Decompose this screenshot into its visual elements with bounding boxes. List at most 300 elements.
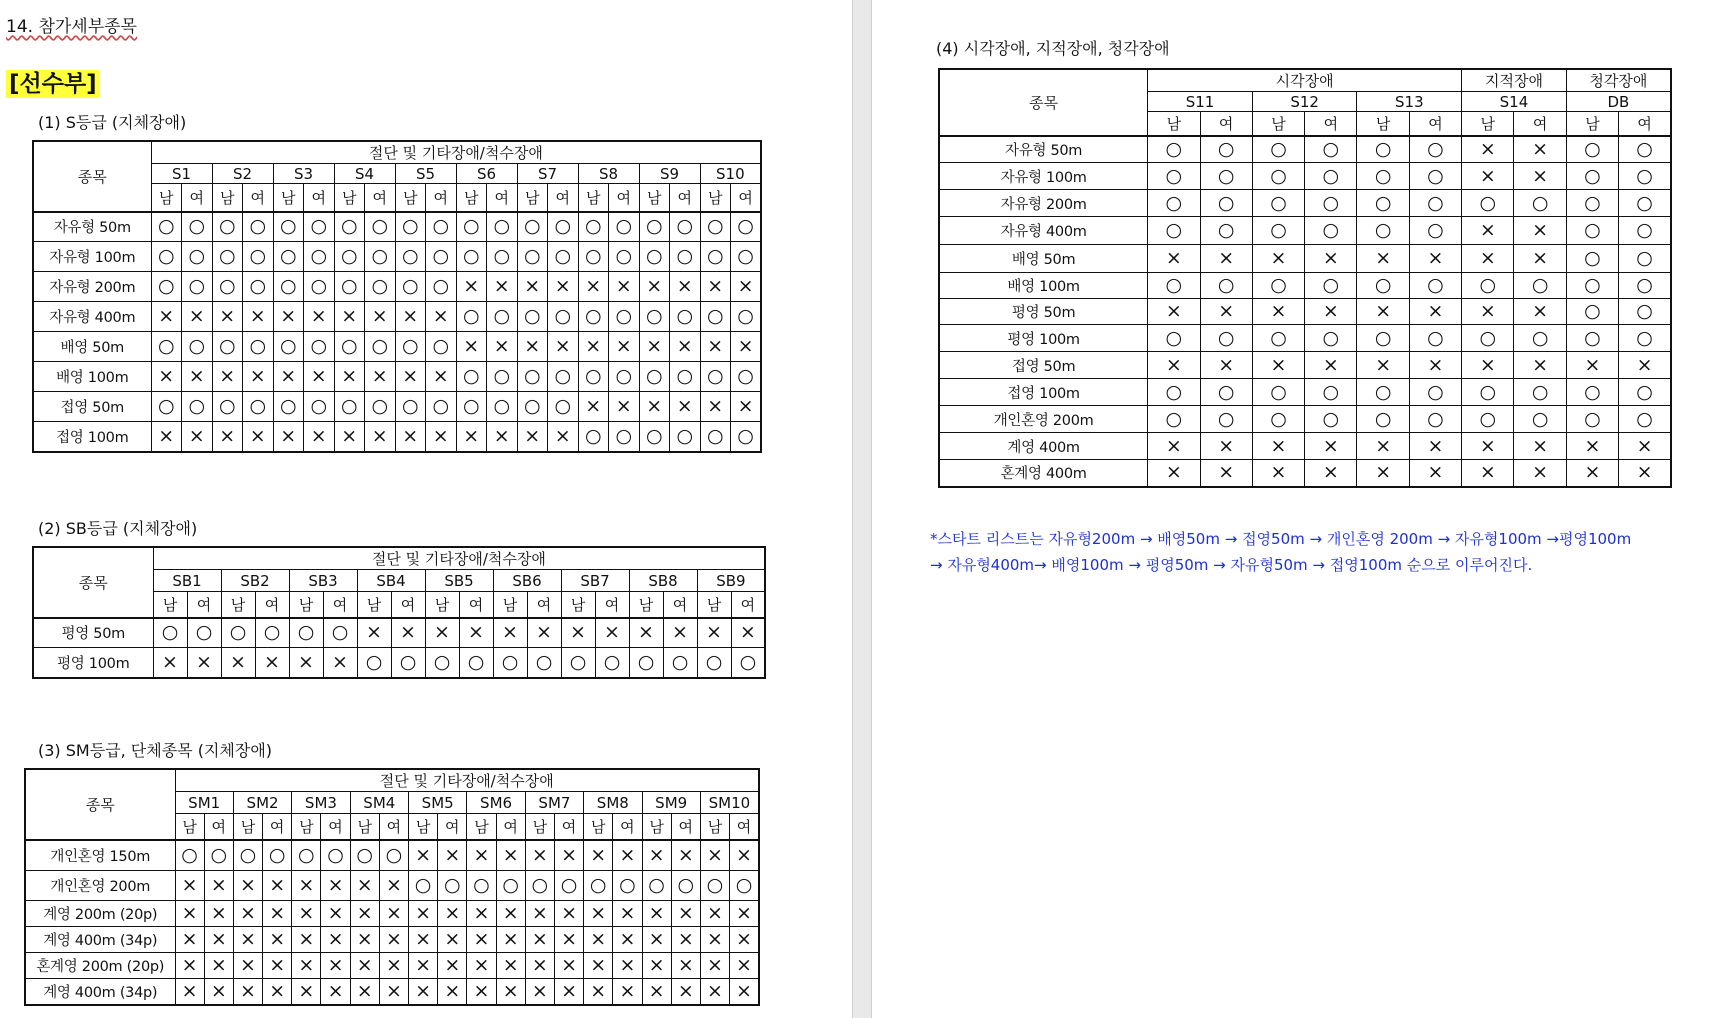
table-row bbox=[25, 979, 759, 1005]
table-row bbox=[939, 136, 1671, 163]
not-eligible-mark: × bbox=[1252, 352, 1304, 379]
table-row bbox=[939, 299, 1671, 325]
not-eligible-mark: × bbox=[1462, 299, 1514, 325]
eligible-mark: ○ bbox=[1514, 406, 1566, 433]
not-eligible-mark: × bbox=[1148, 460, 1200, 487]
not-eligible-mark: × bbox=[467, 979, 496, 1005]
eligible-mark: ○ bbox=[175, 840, 204, 871]
eligible-mark: ○ bbox=[487, 212, 518, 242]
not-eligible-mark: × bbox=[578, 392, 609, 422]
eligible-mark: ○ bbox=[379, 840, 408, 871]
eligible-mark: ○ bbox=[1566, 406, 1618, 433]
eligible-mark: ○ bbox=[273, 272, 304, 302]
eligible-mark: ○ bbox=[1252, 190, 1304, 217]
eligible-mark: ○ bbox=[255, 618, 289, 648]
not-eligible-mark: × bbox=[642, 979, 671, 1005]
not-eligible-mark: × bbox=[609, 392, 640, 422]
not-eligible-mark: × bbox=[365, 422, 396, 452]
class-header-s4: S4 bbox=[334, 164, 395, 184]
eligible-mark: ○ bbox=[334, 392, 365, 422]
not-eligible-mark: × bbox=[175, 953, 204, 979]
not-eligible-mark: × bbox=[350, 953, 379, 979]
table-row bbox=[939, 406, 1671, 433]
not-eligible-mark: × bbox=[548, 272, 579, 302]
eligible-mark: ○ bbox=[426, 392, 457, 422]
not-eligible-mark: × bbox=[613, 953, 642, 979]
eligible-mark: ○ bbox=[1305, 379, 1357, 406]
not-eligible-mark: × bbox=[639, 392, 670, 422]
sex-header-male: 남 bbox=[289, 592, 323, 618]
sex-header-female: 여 bbox=[255, 592, 289, 618]
eligible-mark: ○ bbox=[670, 302, 701, 332]
eligible-mark: ○ bbox=[467, 871, 496, 901]
eligible-mark: ○ bbox=[1357, 406, 1409, 433]
eligible-mark: ○ bbox=[609, 422, 640, 452]
not-eligible-mark: × bbox=[426, 422, 457, 452]
sex-header-female: 여 bbox=[1200, 112, 1252, 136]
eligible-mark: ○ bbox=[1357, 379, 1409, 406]
table-row bbox=[939, 163, 1671, 190]
not-eligible-mark: × bbox=[1252, 460, 1304, 487]
not-eligible-mark: × bbox=[1148, 352, 1200, 379]
not-eligible-mark: × bbox=[493, 618, 527, 648]
class-header-sb7: SB7 bbox=[561, 570, 629, 592]
not-eligible-mark: × bbox=[233, 953, 262, 979]
not-eligible-mark: × bbox=[379, 979, 408, 1005]
class-header-s8: S8 bbox=[578, 164, 639, 184]
not-eligible-mark: × bbox=[182, 422, 213, 452]
not-eligible-mark: × bbox=[613, 979, 642, 1005]
eligible-mark: ○ bbox=[731, 362, 762, 392]
sex-header-female: 여 bbox=[187, 592, 221, 618]
sex-header-male: 남 bbox=[561, 592, 595, 618]
eligible-mark: ○ bbox=[395, 392, 426, 422]
eligible-mark: ○ bbox=[289, 618, 323, 648]
eligible-mark: ○ bbox=[212, 392, 243, 422]
eligible-mark: ○ bbox=[334, 332, 365, 362]
eligible-mark: ○ bbox=[304, 332, 335, 362]
eligible-mark: ○ bbox=[1252, 406, 1304, 433]
sex-header-male: 남 bbox=[493, 592, 527, 618]
eligible-mark: ○ bbox=[243, 272, 274, 302]
sex-header-male: 남 bbox=[1462, 112, 1514, 136]
not-eligible-mark: × bbox=[1619, 433, 1671, 460]
not-eligible-mark: × bbox=[151, 362, 182, 392]
sex-header-male: 남 bbox=[639, 184, 670, 212]
class-header-sb4: SB4 bbox=[357, 570, 425, 592]
not-eligible-mark: × bbox=[548, 422, 579, 452]
eligible-mark: ○ bbox=[487, 242, 518, 272]
not-eligible-mark: × bbox=[700, 901, 729, 927]
class-header-s14: S14 bbox=[1462, 92, 1567, 112]
not-eligible-mark: × bbox=[1514, 299, 1566, 325]
not-eligible-mark: × bbox=[670, 332, 701, 362]
not-eligible-mark: × bbox=[629, 618, 663, 648]
sex-header-male: 남 bbox=[357, 592, 391, 618]
sex-header-male: 남 bbox=[175, 814, 204, 840]
eligible-mark: ○ bbox=[1409, 379, 1461, 406]
class-header-s5: S5 bbox=[395, 164, 456, 184]
not-eligible-mark: × bbox=[561, 618, 595, 648]
eligible-mark: ○ bbox=[1514, 325, 1566, 352]
eligible-mark: ○ bbox=[1566, 379, 1618, 406]
eligible-mark: ○ bbox=[212, 332, 243, 362]
not-eligible-mark: × bbox=[459, 618, 493, 648]
not-eligible-mark: × bbox=[409, 927, 438, 953]
sex-header-female: 여 bbox=[663, 592, 697, 618]
not-eligible-mark: × bbox=[730, 840, 759, 871]
not-eligible-mark: × bbox=[221, 648, 255, 678]
eligible-mark: ○ bbox=[395, 212, 426, 242]
event-name: 배영 50m bbox=[939, 245, 1148, 273]
not-eligible-mark: × bbox=[731, 272, 762, 302]
not-eligible-mark: × bbox=[1462, 352, 1514, 379]
sex-header-male: 남 bbox=[629, 592, 663, 618]
sex-header-male: 남 bbox=[153, 592, 187, 618]
eligible-mark: ○ bbox=[1566, 163, 1618, 190]
not-eligible-mark: × bbox=[642, 840, 671, 871]
not-eligible-mark: × bbox=[233, 979, 262, 1005]
event-column-header: 종목 bbox=[33, 141, 151, 212]
not-eligible-mark: × bbox=[151, 302, 182, 332]
not-eligible-mark: × bbox=[204, 871, 233, 901]
sex-header-male: 남 bbox=[578, 184, 609, 212]
not-eligible-mark: × bbox=[212, 362, 243, 392]
class-header-sb3: SB3 bbox=[289, 570, 357, 592]
table-vi-title: (4) 시각장애, 지적장애, 청각장애 bbox=[936, 39, 1170, 58]
eligible-mark: ○ bbox=[663, 648, 697, 678]
class-header-s11: S11 bbox=[1148, 92, 1253, 112]
eligible-mark: ○ bbox=[273, 212, 304, 242]
event-name: 배영 50m bbox=[33, 332, 151, 362]
not-eligible-mark: × bbox=[182, 362, 213, 392]
not-eligible-mark: × bbox=[263, 953, 292, 979]
event-name: 자유형 400m bbox=[33, 302, 151, 332]
class-header-sm2: SM2 bbox=[233, 792, 291, 814]
eligible-mark: ○ bbox=[731, 242, 762, 272]
not-eligible-mark: × bbox=[350, 927, 379, 953]
not-eligible-mark: × bbox=[233, 927, 262, 953]
eligible-mark: ○ bbox=[365, 332, 396, 362]
eligible-mark: ○ bbox=[304, 272, 335, 302]
eligible-mark: ○ bbox=[151, 272, 182, 302]
group-header-1: 시각장애 bbox=[1148, 69, 1462, 92]
not-eligible-mark: × bbox=[554, 979, 583, 1005]
eligible-mark: ○ bbox=[1566, 299, 1618, 325]
eligible-mark: ○ bbox=[487, 362, 518, 392]
sex-header-male: 남 bbox=[584, 814, 613, 840]
eligible-mark: ○ bbox=[1200, 325, 1252, 352]
not-eligible-mark: × bbox=[1514, 136, 1566, 163]
event-name: 개인혼영 150m bbox=[25, 840, 175, 871]
not-eligible-mark: × bbox=[438, 840, 467, 871]
sex-header-female: 여 bbox=[595, 592, 629, 618]
eligible-mark: ○ bbox=[1200, 217, 1252, 245]
not-eligible-mark: × bbox=[1619, 352, 1671, 379]
not-eligible-mark: × bbox=[426, 362, 457, 392]
eligible-mark: ○ bbox=[639, 242, 670, 272]
class-header-sb5: SB5 bbox=[425, 570, 493, 592]
not-eligible-mark: × bbox=[1200, 460, 1252, 487]
class-header-s3: S3 bbox=[273, 164, 334, 184]
sex-header-male: 남 bbox=[409, 814, 438, 840]
event-name: 접영 100m bbox=[33, 422, 151, 452]
not-eligible-mark: × bbox=[584, 901, 613, 927]
event-column-header: 종목 bbox=[33, 547, 153, 618]
not-eligible-mark: × bbox=[292, 953, 321, 979]
sex-header-female: 여 bbox=[671, 814, 700, 840]
event-name: 자유형 100m bbox=[33, 242, 151, 272]
table-row bbox=[939, 325, 1671, 352]
table-row bbox=[25, 953, 759, 979]
group-header-3: 청각장애 bbox=[1566, 69, 1671, 92]
not-eligible-mark: × bbox=[1514, 245, 1566, 273]
not-eligible-mark: × bbox=[1566, 433, 1618, 460]
not-eligible-mark: × bbox=[1305, 299, 1357, 325]
eligible-mark: ○ bbox=[700, 422, 731, 452]
table-sm-class bbox=[24, 768, 760, 1006]
not-eligible-mark: × bbox=[487, 332, 518, 362]
not-eligible-mark: × bbox=[525, 953, 554, 979]
not-eligible-mark: × bbox=[233, 901, 262, 927]
eligible-mark: ○ bbox=[151, 392, 182, 422]
event-name: 혼계영 400m bbox=[939, 460, 1148, 487]
not-eligible-mark: × bbox=[263, 979, 292, 1005]
eligible-mark: ○ bbox=[1200, 163, 1252, 190]
eligible-mark: ○ bbox=[517, 302, 548, 332]
eligible-mark: ○ bbox=[409, 871, 438, 901]
eligible-mark: ○ bbox=[1148, 217, 1200, 245]
eligible-mark: ○ bbox=[525, 871, 554, 901]
table-row bbox=[33, 242, 761, 272]
not-eligible-mark: × bbox=[1514, 163, 1566, 190]
eligible-mark: ○ bbox=[1148, 325, 1200, 352]
table-s-title: (1) S등급 (지체장애) bbox=[38, 113, 187, 132]
eligible-mark: ○ bbox=[1148, 190, 1200, 217]
not-eligible-mark: × bbox=[1409, 352, 1461, 379]
eligible-mark: ○ bbox=[731, 212, 762, 242]
eligible-mark: ○ bbox=[1619, 273, 1671, 299]
not-eligible-mark: × bbox=[304, 362, 335, 392]
eligible-mark: ○ bbox=[1252, 217, 1304, 245]
event-column-header: 종목 bbox=[939, 69, 1148, 136]
eligible-mark: ○ bbox=[212, 212, 243, 242]
not-eligible-mark: × bbox=[334, 422, 365, 452]
eligible-mark: ○ bbox=[1619, 325, 1671, 352]
eligible-mark: ○ bbox=[1252, 379, 1304, 406]
not-eligible-mark: × bbox=[525, 901, 554, 927]
eligible-mark: ○ bbox=[1619, 245, 1671, 273]
not-eligible-mark: × bbox=[273, 302, 304, 332]
class-header-sm8: SM8 bbox=[584, 792, 642, 814]
sex-header-female: 여 bbox=[487, 184, 518, 212]
not-eligible-mark: × bbox=[700, 953, 729, 979]
eligible-mark: ○ bbox=[517, 392, 548, 422]
event-name: 평영 50m bbox=[33, 618, 153, 648]
not-eligible-mark: × bbox=[357, 618, 391, 648]
event-name: 배영 100m bbox=[939, 273, 1148, 299]
not-eligible-mark: × bbox=[204, 979, 233, 1005]
sex-header-female: 여 bbox=[1305, 112, 1357, 136]
eligible-mark: ○ bbox=[438, 871, 467, 901]
not-eligible-mark: × bbox=[548, 332, 579, 362]
not-eligible-mark: × bbox=[391, 618, 425, 648]
not-eligible-mark: × bbox=[379, 871, 408, 901]
sex-header-male: 남 bbox=[456, 184, 487, 212]
eligible-mark: ○ bbox=[273, 392, 304, 422]
event-name: 계영 400m (34p) bbox=[25, 979, 175, 1005]
not-eligible-mark: × bbox=[212, 302, 243, 332]
sex-header-male: 남 bbox=[292, 814, 321, 840]
not-eligible-mark: × bbox=[395, 422, 426, 452]
not-eligible-mark: × bbox=[304, 422, 335, 452]
eligible-mark: ○ bbox=[1409, 136, 1461, 163]
sex-header-female: 여 bbox=[391, 592, 425, 618]
sex-header-female: 여 bbox=[554, 814, 583, 840]
sex-header-male: 남 bbox=[273, 184, 304, 212]
not-eligible-mark: × bbox=[1357, 245, 1409, 273]
eligible-mark: ○ bbox=[613, 871, 642, 901]
eligible-mark: ○ bbox=[395, 272, 426, 302]
not-eligible-mark: × bbox=[1514, 433, 1566, 460]
not-eligible-mark: × bbox=[182, 302, 213, 332]
sex-header-male: 남 bbox=[700, 814, 729, 840]
eligible-mark: ○ bbox=[671, 871, 700, 901]
eligible-mark: ○ bbox=[1252, 163, 1304, 190]
class-header-sm4: SM4 bbox=[350, 792, 408, 814]
eligible-mark: ○ bbox=[487, 302, 518, 332]
page-left bbox=[0, 0, 852, 1018]
not-eligible-mark: × bbox=[1305, 433, 1357, 460]
table-sb-title: (2) SB등급 (지체장애) bbox=[38, 519, 198, 538]
class-header-s9: S9 bbox=[639, 164, 700, 184]
not-eligible-mark: × bbox=[1200, 299, 1252, 325]
not-eligible-mark: × bbox=[584, 979, 613, 1005]
eligible-mark: ○ bbox=[1462, 379, 1514, 406]
eligible-mark: ○ bbox=[304, 242, 335, 272]
not-eligible-mark: × bbox=[292, 979, 321, 1005]
eligible-mark: ○ bbox=[1305, 163, 1357, 190]
table-sb-class bbox=[32, 546, 766, 679]
not-eligible-mark: × bbox=[642, 953, 671, 979]
not-eligible-mark: × bbox=[409, 979, 438, 1005]
eligible-mark: ○ bbox=[1619, 406, 1671, 433]
not-eligible-mark: × bbox=[554, 901, 583, 927]
eligible-mark: ○ bbox=[1252, 325, 1304, 352]
not-eligible-mark: × bbox=[1566, 460, 1618, 487]
not-eligible-mark: × bbox=[1148, 299, 1200, 325]
not-eligible-mark: × bbox=[730, 901, 759, 927]
not-eligible-mark: × bbox=[1200, 433, 1252, 460]
not-eligible-mark: × bbox=[554, 927, 583, 953]
eligible-mark: ○ bbox=[1514, 379, 1566, 406]
class-header-s12: S12 bbox=[1252, 92, 1357, 112]
not-eligible-mark: × bbox=[730, 953, 759, 979]
sex-header-female: 여 bbox=[323, 592, 357, 618]
event-name: 혼계영 200m (20p) bbox=[25, 953, 175, 979]
eligible-mark: ○ bbox=[1148, 273, 1200, 299]
eligible-mark: ○ bbox=[700, 212, 731, 242]
not-eligible-mark: × bbox=[379, 927, 408, 953]
group-header-2: 지적장애 bbox=[1462, 69, 1567, 92]
note-line-1: *스타트 리스트는 자유형200m → 배영50m → 접영50m → 개인혼영 200m → 자유형100m →평영100m bbox=[930, 530, 1632, 548]
eligible-mark: ○ bbox=[670, 422, 701, 452]
sex-header-female: 여 bbox=[527, 592, 561, 618]
eligible-mark: ○ bbox=[1252, 273, 1304, 299]
table-row bbox=[939, 190, 1671, 217]
eligible-mark: ○ bbox=[273, 332, 304, 362]
eligible-mark: ○ bbox=[321, 840, 350, 871]
eligible-mark: ○ bbox=[670, 242, 701, 272]
not-eligible-mark: × bbox=[1305, 460, 1357, 487]
not-eligible-mark: × bbox=[204, 901, 233, 927]
not-eligible-mark: × bbox=[292, 871, 321, 901]
eligible-mark: ○ bbox=[1514, 273, 1566, 299]
table-row bbox=[939, 245, 1671, 273]
eligible-mark: ○ bbox=[350, 840, 379, 871]
not-eligible-mark: × bbox=[731, 618, 765, 648]
not-eligible-mark: × bbox=[350, 979, 379, 1005]
eligible-mark: ○ bbox=[1305, 217, 1357, 245]
start-list-note bbox=[930, 526, 1719, 578]
not-eligible-mark: × bbox=[731, 332, 762, 362]
eligible-mark: ○ bbox=[426, 332, 457, 362]
sex-header-female: 여 bbox=[609, 184, 640, 212]
sex-header-female: 여 bbox=[379, 814, 408, 840]
not-eligible-mark: × bbox=[527, 618, 561, 648]
eligible-mark: ○ bbox=[639, 212, 670, 242]
eligible-mark: ○ bbox=[304, 392, 335, 422]
table-row bbox=[939, 352, 1671, 379]
eligible-mark: ○ bbox=[493, 648, 527, 678]
eligible-mark: ○ bbox=[609, 302, 640, 332]
table-row bbox=[33, 618, 765, 648]
eligible-mark: ○ bbox=[1357, 190, 1409, 217]
not-eligible-mark: × bbox=[1619, 460, 1671, 487]
eligible-mark: ○ bbox=[395, 332, 426, 362]
eligible-mark: ○ bbox=[1409, 273, 1461, 299]
eligible-mark: ○ bbox=[609, 362, 640, 392]
not-eligible-mark: × bbox=[456, 332, 487, 362]
eligible-mark: ○ bbox=[233, 840, 262, 871]
not-eligible-mark: × bbox=[670, 392, 701, 422]
group-header: 절단 및 기타장애/척수장애 bbox=[175, 769, 759, 792]
eligible-mark: ○ bbox=[1305, 136, 1357, 163]
not-eligible-mark: × bbox=[700, 272, 731, 302]
not-eligible-mark: × bbox=[212, 422, 243, 452]
not-eligible-mark: × bbox=[334, 302, 365, 332]
eligible-mark: ○ bbox=[456, 362, 487, 392]
not-eligible-mark: × bbox=[456, 272, 487, 302]
not-eligible-mark: × bbox=[642, 927, 671, 953]
not-eligible-mark: × bbox=[700, 332, 731, 362]
eligible-mark: ○ bbox=[456, 242, 487, 272]
not-eligible-mark: × bbox=[292, 927, 321, 953]
eligible-mark: ○ bbox=[221, 618, 255, 648]
eligible-mark: ○ bbox=[642, 871, 671, 901]
eligible-mark: ○ bbox=[700, 242, 731, 272]
eligible-mark: ○ bbox=[243, 212, 274, 242]
not-eligible-mark: × bbox=[409, 901, 438, 927]
eligible-mark: ○ bbox=[584, 871, 613, 901]
not-eligible-mark: × bbox=[1357, 352, 1409, 379]
not-eligible-mark: × bbox=[204, 953, 233, 979]
not-eligible-mark: × bbox=[525, 927, 554, 953]
not-eligible-mark: × bbox=[409, 840, 438, 871]
eligible-mark: ○ bbox=[182, 392, 213, 422]
not-eligible-mark: × bbox=[554, 840, 583, 871]
eligible-mark: ○ bbox=[1200, 273, 1252, 299]
